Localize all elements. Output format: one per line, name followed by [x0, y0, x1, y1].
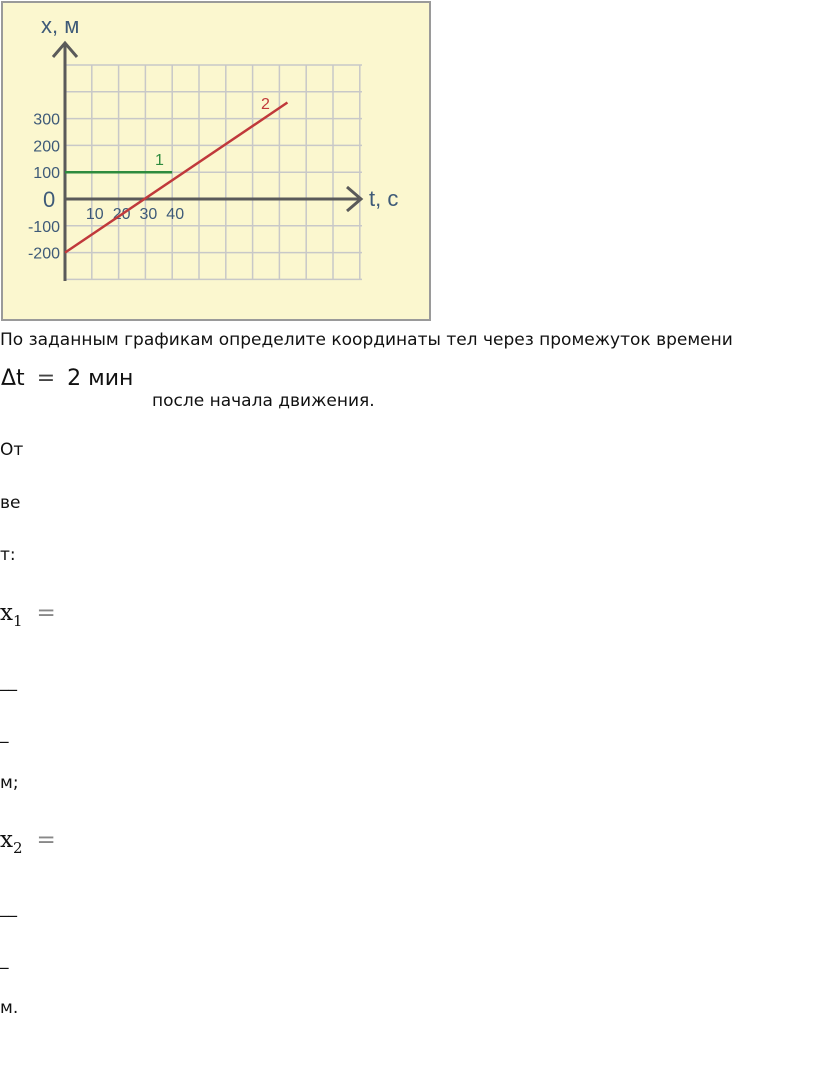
dt-symbol: Δt [1, 366, 25, 391]
answer-label-1: От [0, 440, 24, 460]
dt-value: 2 мин [67, 366, 134, 391]
x2-sub: 2 [12, 839, 23, 857]
x-tick-label: 10 [85, 206, 104, 223]
motion-chart [1, 1, 431, 321]
x2-var: x [0, 827, 13, 853]
answer-label-3: т: [0, 545, 16, 565]
x2-blank-a[interactable]: __ [0, 898, 17, 918]
y-tick-label: 200 [33, 138, 60, 156]
x2-formula [0, 827, 56, 857]
y-tick-label: 0 [43, 187, 56, 212]
question-text: По заданным графикам определите координаты тел через промежуток времени [0, 330, 733, 350]
series-label-2: 2 [261, 96, 270, 113]
x1-blank-a[interactable]: __ [0, 672, 17, 692]
x1-var: x [0, 600, 13, 626]
x1-sub: 1 [12, 612, 23, 630]
time-interval-formula [1, 366, 133, 391]
answer-label-2: ве [0, 493, 21, 513]
y-tick-label: 100 [33, 165, 60, 183]
x-tick-label: 40 [166, 206, 185, 223]
x-axis-label: t, с [369, 186, 399, 211]
x2-unit: м. [0, 998, 19, 1018]
y-axis-label: x, м [41, 13, 80, 38]
x2-blank-b[interactable]: _ [0, 950, 9, 970]
y-tick-label: -200 [27, 245, 60, 263]
x2-equals: = [36, 827, 56, 853]
x1-unit: м; [0, 773, 19, 793]
x1-blank-b[interactable]: _ [0, 724, 9, 744]
series-label-1: 1 [155, 152, 164, 169]
y-tick-label: -100 [27, 218, 60, 236]
question-tail: после начала движения. [152, 391, 375, 411]
dt-equals: = [36, 366, 56, 391]
x1-formula [0, 600, 56, 630]
series-line-2 [65, 103, 287, 253]
chart-svg [3, 3, 433, 323]
x-tick-label: 30 [139, 206, 158, 223]
x1-equals: = [36, 600, 56, 626]
x-tick-label: 20 [112, 206, 131, 223]
y-tick-label: 300 [33, 111, 60, 129]
